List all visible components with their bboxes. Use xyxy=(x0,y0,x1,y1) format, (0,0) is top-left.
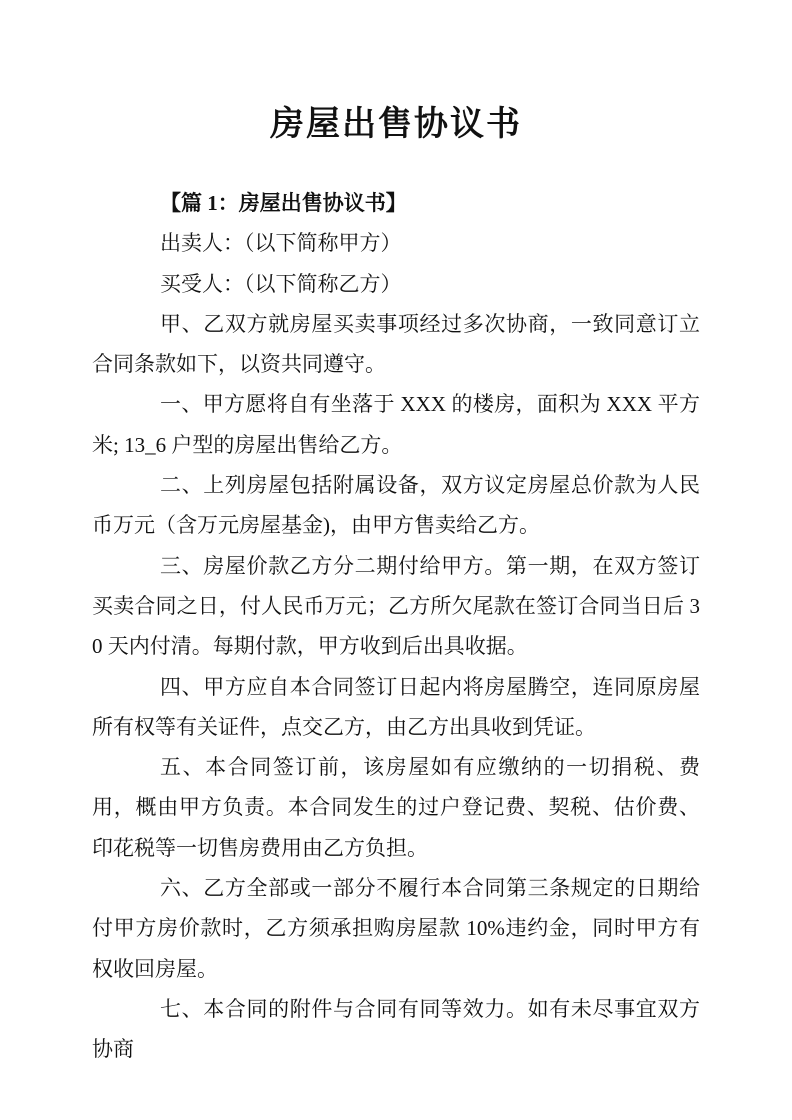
paragraph-clause-4: 四、甲方应自本合同签订日起内将房屋腾空，连同原房屋所有权等有关证件，点交乙方，由乙方出具收到凭证。 xyxy=(92,674,700,739)
paragraph-clause-2: 二、上列房屋包括附属设备，双方议定房屋总价款为人民币万元（含万元房屋基金)，由甲方售卖给乙方。 xyxy=(92,473,700,538)
paragraph-clause-1: 一、甲方愿将自有坐落于 XXX 的楼房，面积为 XXX 平方米; 13_6 户型的房屋出售给乙方。 xyxy=(92,392,700,457)
paragraph-clause-5: 五、本合同签订前，该房屋如有应缴纳的一切捐税、费用，概由甲方负责。本合同发生的过户登记费、契税、估价费、印花税等一切售房费用由乙方负担。 xyxy=(92,755,700,860)
paragraph-seller: 出卖人：（以下简称甲方） xyxy=(160,231,402,256)
paragraph-clause-6: 六、乙方全部或一部分不履行本合同第三条规定的日期给付甲方房价款时，乙方须承担购房屋款 10%违约金，同时甲方有权收回房屋。 xyxy=(92,876,700,981)
document-body xyxy=(92,183,700,1070)
section-heading: 【篇 1：房屋出售协议书】 xyxy=(160,191,407,215)
paragraph-buyer: 买受人：（以下简称乙方） xyxy=(160,271,402,296)
paragraph-clause-7: 七、本合同的附件与合同有同等效力。如有未尽事宜双方协商 xyxy=(92,996,700,1062)
paragraph-preamble: 甲、乙双方就房屋买卖事项经过多次协商，一致同意订立合同条款如下，以资共同遵守。 xyxy=(92,311,700,377)
paragraph-clause-3: 三、房屋价款乙方分二期付给甲方。第一期，在双方签订买卖合同之日，付人民币万元；乙方所欠尾款在签订合同当日后 30 天内付清。每期付款，甲方收到后出具收据。 xyxy=(92,553,700,659)
document-title: 房屋出售协议书 xyxy=(270,106,522,143)
